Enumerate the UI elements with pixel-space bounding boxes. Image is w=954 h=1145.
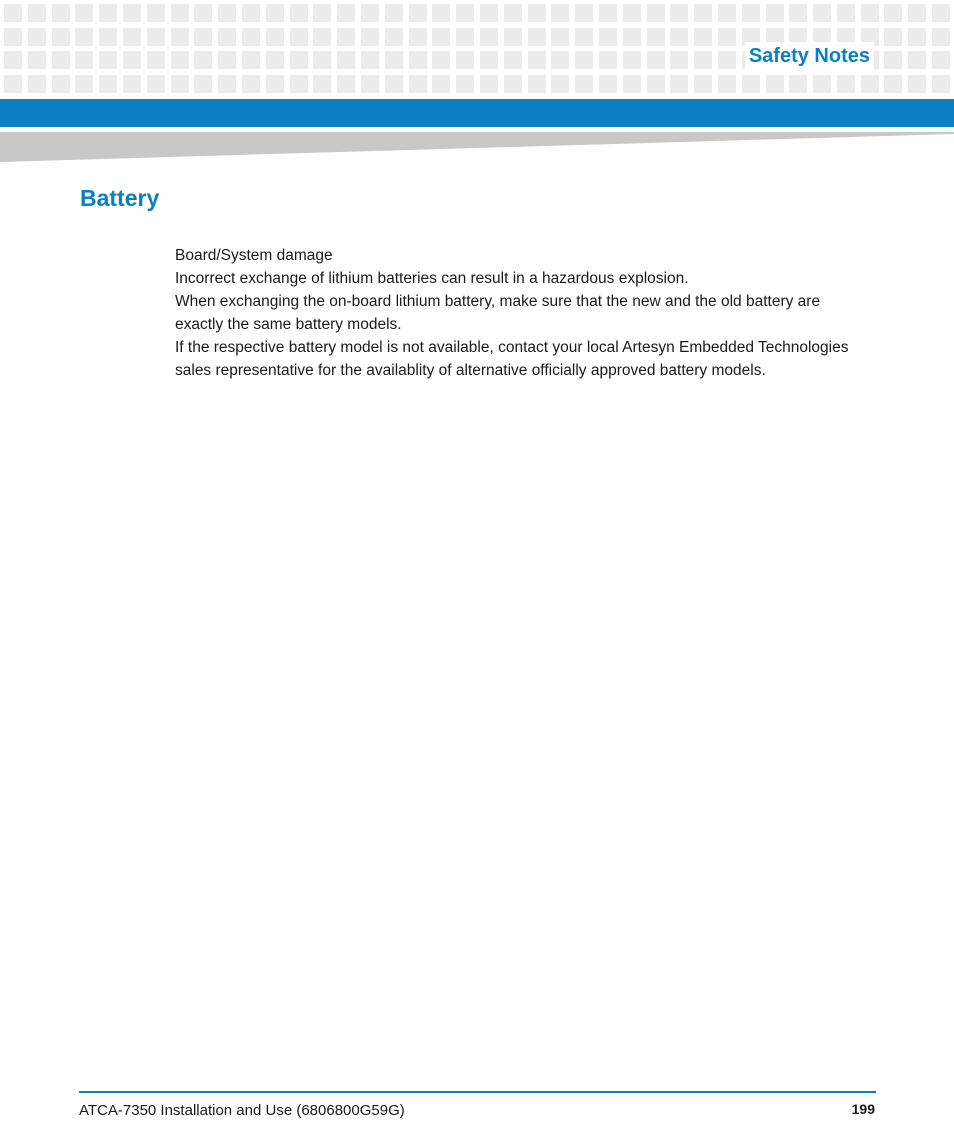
- decorative-tile: [670, 4, 688, 22]
- decorative-tile: [171, 51, 189, 69]
- decorative-tile: [647, 51, 665, 69]
- decorative-tile: [908, 51, 926, 69]
- decorative-tile: [385, 51, 403, 69]
- decorative-tile: [75, 51, 93, 69]
- decorative-tile: [194, 28, 212, 46]
- decorative-tile: [28, 28, 46, 46]
- decorative-tile: [52, 51, 70, 69]
- decorative-tile: [409, 51, 427, 69]
- decorative-tile: [623, 4, 641, 22]
- decorative-tile: [28, 75, 46, 93]
- decorative-tile: [528, 4, 546, 22]
- decorative-tile: [266, 51, 284, 69]
- decorative-tile: [147, 51, 165, 69]
- decorative-tile: [313, 75, 331, 93]
- decorative-tile: [504, 28, 522, 46]
- decorative-tile: [290, 4, 308, 22]
- decorative-tile: [551, 51, 569, 69]
- decorative-tile: [123, 4, 141, 22]
- decorative-tile: [884, 4, 902, 22]
- decorative-tile: [694, 28, 712, 46]
- decorative-tile: [456, 75, 474, 93]
- decorative-tile: [337, 51, 355, 69]
- decorative-tile: [147, 28, 165, 46]
- decorative-tile: [242, 51, 260, 69]
- decorative-tile: [694, 4, 712, 22]
- decorative-tile: [528, 75, 546, 93]
- decorative-tile: [528, 28, 546, 46]
- decorative-tile: [194, 51, 212, 69]
- decorative-tile: [313, 51, 331, 69]
- decorative-tile: [837, 75, 855, 93]
- decorative-tile: [52, 28, 70, 46]
- decorative-tile: [456, 28, 474, 46]
- decorative-tile: [123, 51, 141, 69]
- decorative-tile: [337, 75, 355, 93]
- notice-line: If the respective battery model is not available, contact your local Artesyn Embedded Technologies sales representative for the availablity of alternative officially approved battery models.: [175, 339, 853, 379]
- decorative-tile: [480, 51, 498, 69]
- section-heading: Battery: [80, 185, 160, 211]
- decorative-tile: [99, 4, 117, 22]
- decorative-tile: [932, 4, 950, 22]
- decorative-tile: [432, 51, 450, 69]
- decorative-tile: [623, 28, 641, 46]
- decorative-tile: [99, 75, 117, 93]
- decorative-tile: [623, 51, 641, 69]
- decorative-tile: [171, 75, 189, 93]
- decorative-tile: [861, 4, 879, 22]
- decorative-tile: [4, 75, 22, 93]
- decorative-tile: [670, 28, 688, 46]
- notice-line: When exchanging the on-board lithium battery, make sure that the new and the old battery are exactly the same battery models.: [175, 293, 829, 333]
- decorative-tile: [551, 75, 569, 93]
- decorative-tile: [480, 75, 498, 93]
- decorative-tile: [932, 51, 950, 69]
- decorative-tile: [4, 51, 22, 69]
- notice-line: Incorrect exchange of lithium batteries can result in a hazardous explosion.: [175, 270, 689, 287]
- decorative-tile: [52, 75, 70, 93]
- decorative-tile: [551, 4, 569, 22]
- decorative-tile: [218, 4, 236, 22]
- decorative-tile: [718, 4, 736, 22]
- decorative-tile: [4, 4, 22, 22]
- decorative-tile: [575, 28, 593, 46]
- decorative-tile: [28, 51, 46, 69]
- decorative-tile: [313, 28, 331, 46]
- decorative-tile: [504, 75, 522, 93]
- decorative-tile: [313, 4, 331, 22]
- decorative-tile: [551, 28, 569, 46]
- decorative-tile: [337, 28, 355, 46]
- decorative-tile: [52, 4, 70, 22]
- decorative-tile: [718, 28, 736, 46]
- decorative-tile: [242, 28, 260, 46]
- decorative-tile: [932, 28, 950, 46]
- decorative-tile: [623, 75, 641, 93]
- decorative-tile: [884, 75, 902, 93]
- decorative-tile: [575, 75, 593, 93]
- decorative-tile: [194, 75, 212, 93]
- decorative-tile: [218, 75, 236, 93]
- decorative-tile: [266, 4, 284, 22]
- decorative-tile: [171, 28, 189, 46]
- decorative-tile: [504, 4, 522, 22]
- decorative-tile: [266, 28, 284, 46]
- decorative-tile: [337, 4, 355, 22]
- decorative-tile: [884, 28, 902, 46]
- decorative-tile: [932, 75, 950, 93]
- decorative-tile: [670, 75, 688, 93]
- decorative-tile: [361, 51, 379, 69]
- decorative-tile: [361, 28, 379, 46]
- decorative-tile: [99, 28, 117, 46]
- decorative-tile: [75, 28, 93, 46]
- decorative-tile: [361, 4, 379, 22]
- decorative-tile: [908, 4, 926, 22]
- decorative-tile: [742, 4, 760, 22]
- decorative-tile: [718, 51, 736, 69]
- decorative-tile: [385, 75, 403, 93]
- decorative-tile: [432, 75, 450, 93]
- footer-rule: [79, 1091, 876, 1093]
- decorative-tile: [837, 4, 855, 22]
- decorative-tile: [908, 28, 926, 46]
- decorative-tile: [409, 4, 427, 22]
- decorative-tile: [670, 51, 688, 69]
- decorative-tile: [290, 28, 308, 46]
- decorative-tile: [599, 4, 617, 22]
- decorative-tile: [123, 28, 141, 46]
- decorative-tile: [432, 28, 450, 46]
- decorative-tile: [147, 4, 165, 22]
- decorative-tile: [647, 28, 665, 46]
- decorative-tile: [99, 51, 117, 69]
- decorative-tile: [647, 4, 665, 22]
- notice-line: Board/System damage: [175, 247, 333, 264]
- decorative-tile: [766, 75, 784, 93]
- decorative-tile: [266, 75, 284, 93]
- decorative-tile: [218, 28, 236, 46]
- decorative-tile: [75, 4, 93, 22]
- decorative-tile: [385, 4, 403, 22]
- decorative-tile: [789, 75, 807, 93]
- decorative-tile: [647, 75, 665, 93]
- decorative-tile: [861, 75, 879, 93]
- decorative-tile: [290, 75, 308, 93]
- battery-notice: [175, 244, 875, 382]
- decorative-tile: [4, 28, 22, 46]
- header-blue-band: [0, 99, 954, 127]
- decorative-tile: [456, 51, 474, 69]
- decorative-tile: [694, 51, 712, 69]
- decorative-tile: [242, 75, 260, 93]
- decorative-tile: [599, 75, 617, 93]
- decorative-tile: [409, 28, 427, 46]
- decorative-tile: [385, 28, 403, 46]
- chapter-title: Safety Notes: [745, 42, 874, 70]
- header-gray-swoosh: [0, 132, 954, 162]
- decorative-tile: [718, 75, 736, 93]
- decorative-tile: [171, 4, 189, 22]
- decorative-tile: [599, 51, 617, 69]
- decorative-tile: [575, 4, 593, 22]
- decorative-tile: [528, 51, 546, 69]
- decorative-tile: [789, 4, 807, 22]
- decorative-tile: [409, 75, 427, 93]
- decorative-tile: [218, 51, 236, 69]
- decorative-tile: [742, 75, 760, 93]
- decorative-tile: [908, 75, 926, 93]
- decorative-tile: [242, 4, 260, 22]
- decorative-tile: [147, 75, 165, 93]
- decorative-tile: [813, 4, 831, 22]
- decorative-tile: [480, 28, 498, 46]
- decorative-tile: [361, 75, 379, 93]
- decorative-tile: [694, 75, 712, 93]
- decorative-tile: [75, 75, 93, 93]
- decorative-tile: [575, 51, 593, 69]
- decorative-tile: [456, 4, 474, 22]
- decorative-tile: [480, 4, 498, 22]
- page-number: 199: [851, 1101, 875, 1117]
- decorative-tile: [504, 51, 522, 69]
- decorative-tile: [884, 51, 902, 69]
- decorative-tile: [194, 4, 212, 22]
- decorative-tile: [28, 4, 46, 22]
- decorative-tile: [813, 75, 831, 93]
- footer-document-title: ATCA-7350 Installation and Use (6806800G59G): [79, 1102, 405, 1119]
- decorative-tile: [432, 4, 450, 22]
- decorative-tile: [290, 51, 308, 69]
- decorative-tile: [766, 4, 784, 22]
- decorative-tile: [599, 28, 617, 46]
- decorative-tile: [123, 75, 141, 93]
